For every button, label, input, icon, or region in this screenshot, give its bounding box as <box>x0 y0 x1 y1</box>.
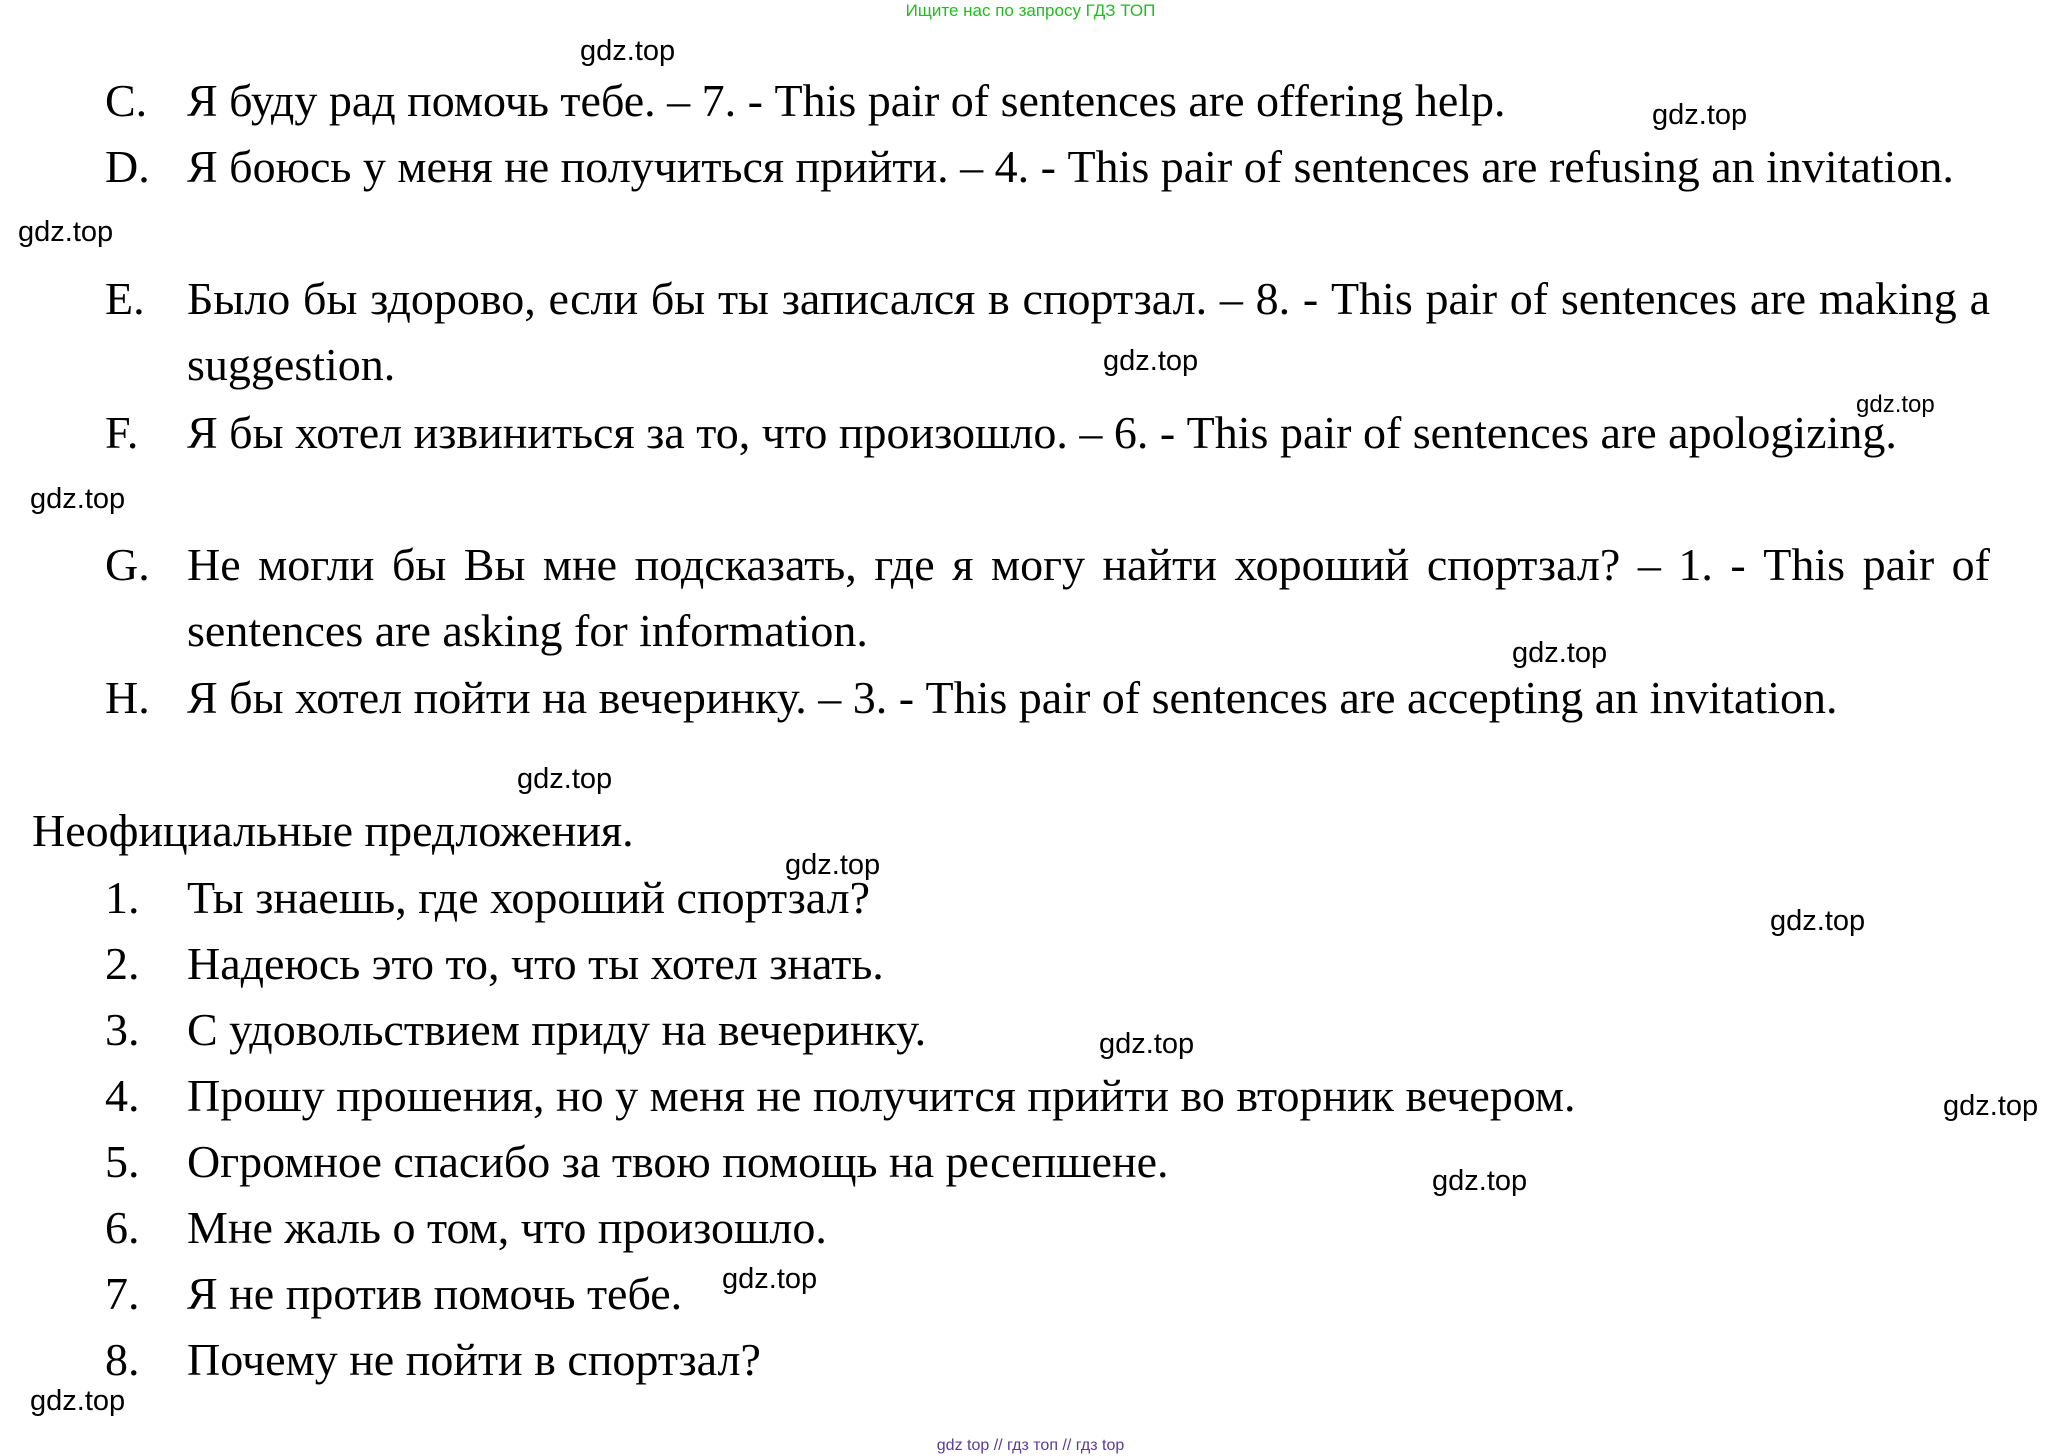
item-text: Мне жаль о том, что произошло. <box>187 1202 827 1253</box>
item-label: 3. <box>105 1004 140 1055</box>
top-banner: Ищите нас по запросу ГДЗ ТОП <box>905 1 1156 20</box>
watermark: gdz.top <box>517 763 613 795</box>
informal-item-1 <box>105 865 1990 931</box>
watermark: gdz.top <box>18 216 114 248</box>
watermark: gdz.top <box>1432 1165 1528 1197</box>
item-text: Ты знаешь, где хороший спортзал? <box>187 872 870 923</box>
item-text: Я не против помочь тебе. <box>187 1268 683 1319</box>
item-label: C. <box>105 75 148 126</box>
item-text: Прошу прошения, но у меня не получится прийти во вторник вечером. <box>187 1070 1576 1121</box>
watermark: gdz.top <box>1512 637 1608 669</box>
item-text: С удовольствием приду на вечеринку. <box>187 1004 927 1055</box>
item-e <box>105 266 1990 398</box>
item-text: Надеюсь это то, что ты хотел знать. <box>187 938 884 989</box>
watermark: gdz.top <box>785 849 881 881</box>
informal-item-2 <box>105 931 1990 997</box>
item-label: E. <box>105 273 145 324</box>
item-text: Почему не пойти в спортзал? <box>187 1334 761 1385</box>
item-d <box>105 134 1990 200</box>
item-text: Я буду рад помочь тебе. – 7. - This pair of sentences are offering help. <box>187 75 1506 126</box>
item-label: 5. <box>105 1136 140 1187</box>
informal-item-4 <box>105 1063 1990 1129</box>
item-text: Я бы хотел извиниться за то, что произошло. – 6. - This pair of sentences are apologizing. <box>187 407 1897 458</box>
informal-item-5 <box>105 1129 1990 1195</box>
item-label: 7. <box>105 1268 140 1319</box>
watermark: gdz.top <box>1652 99 1748 131</box>
item-text: Не могли бы Вы мне подсказать, где я могу найти хороший спортзал? – 1. - This pair of sentences are asking for information. <box>187 539 1990 656</box>
watermark: gdz.top <box>1103 345 1199 377</box>
informal-item-6 <box>105 1195 1990 1261</box>
informal-heading: Неофициальные предложения. <box>32 805 634 856</box>
item-label: 4. <box>105 1070 140 1121</box>
informal-item-3 <box>105 997 1990 1063</box>
item-text: Я боюсь у меня не получиться прийти. – 4. - This pair of sentences are refusing an invitation. <box>187 141 1954 192</box>
watermark: gdz.top <box>1856 391 1935 418</box>
item-f <box>105 400 1990 466</box>
item-label: F. <box>105 407 139 458</box>
item-h <box>105 665 1990 731</box>
watermark: gdz.top <box>1099 1028 1195 1060</box>
item-text: Я бы хотел пойти на вечеринку. – 3. - This pair of sentences are accepting an invitation. <box>187 672 1838 723</box>
item-text: Огромное спасибо за твою помощь на ресепшене. <box>187 1136 1169 1187</box>
item-label: 6. <box>105 1202 140 1253</box>
item-label: D. <box>105 141 150 192</box>
item-label: 1. <box>105 872 140 923</box>
informal-item-7 <box>105 1261 1990 1327</box>
item-g <box>105 532 1990 664</box>
item-text: Было бы здорово, если бы ты записался в спортзал. – 8. - This pair of sentences are making a suggestion. <box>187 273 1990 390</box>
item-label: H. <box>105 672 150 723</box>
watermark: gdz.top <box>1770 905 1866 937</box>
footer: gdz top // гдз топ // гдз top <box>936 1437 1125 1454</box>
item-label: G. <box>105 539 150 590</box>
informal-item-8 <box>105 1327 1990 1393</box>
watermark: gdz.top <box>1943 1090 2039 1122</box>
watermark: gdz.top <box>30 1385 126 1417</box>
item-label: 8. <box>105 1334 140 1385</box>
item-label: 2. <box>105 938 140 989</box>
watermark: gdz.top <box>30 483 126 515</box>
watermark: gdz.top <box>722 1263 818 1295</box>
watermark: gdz.top <box>580 35 676 67</box>
